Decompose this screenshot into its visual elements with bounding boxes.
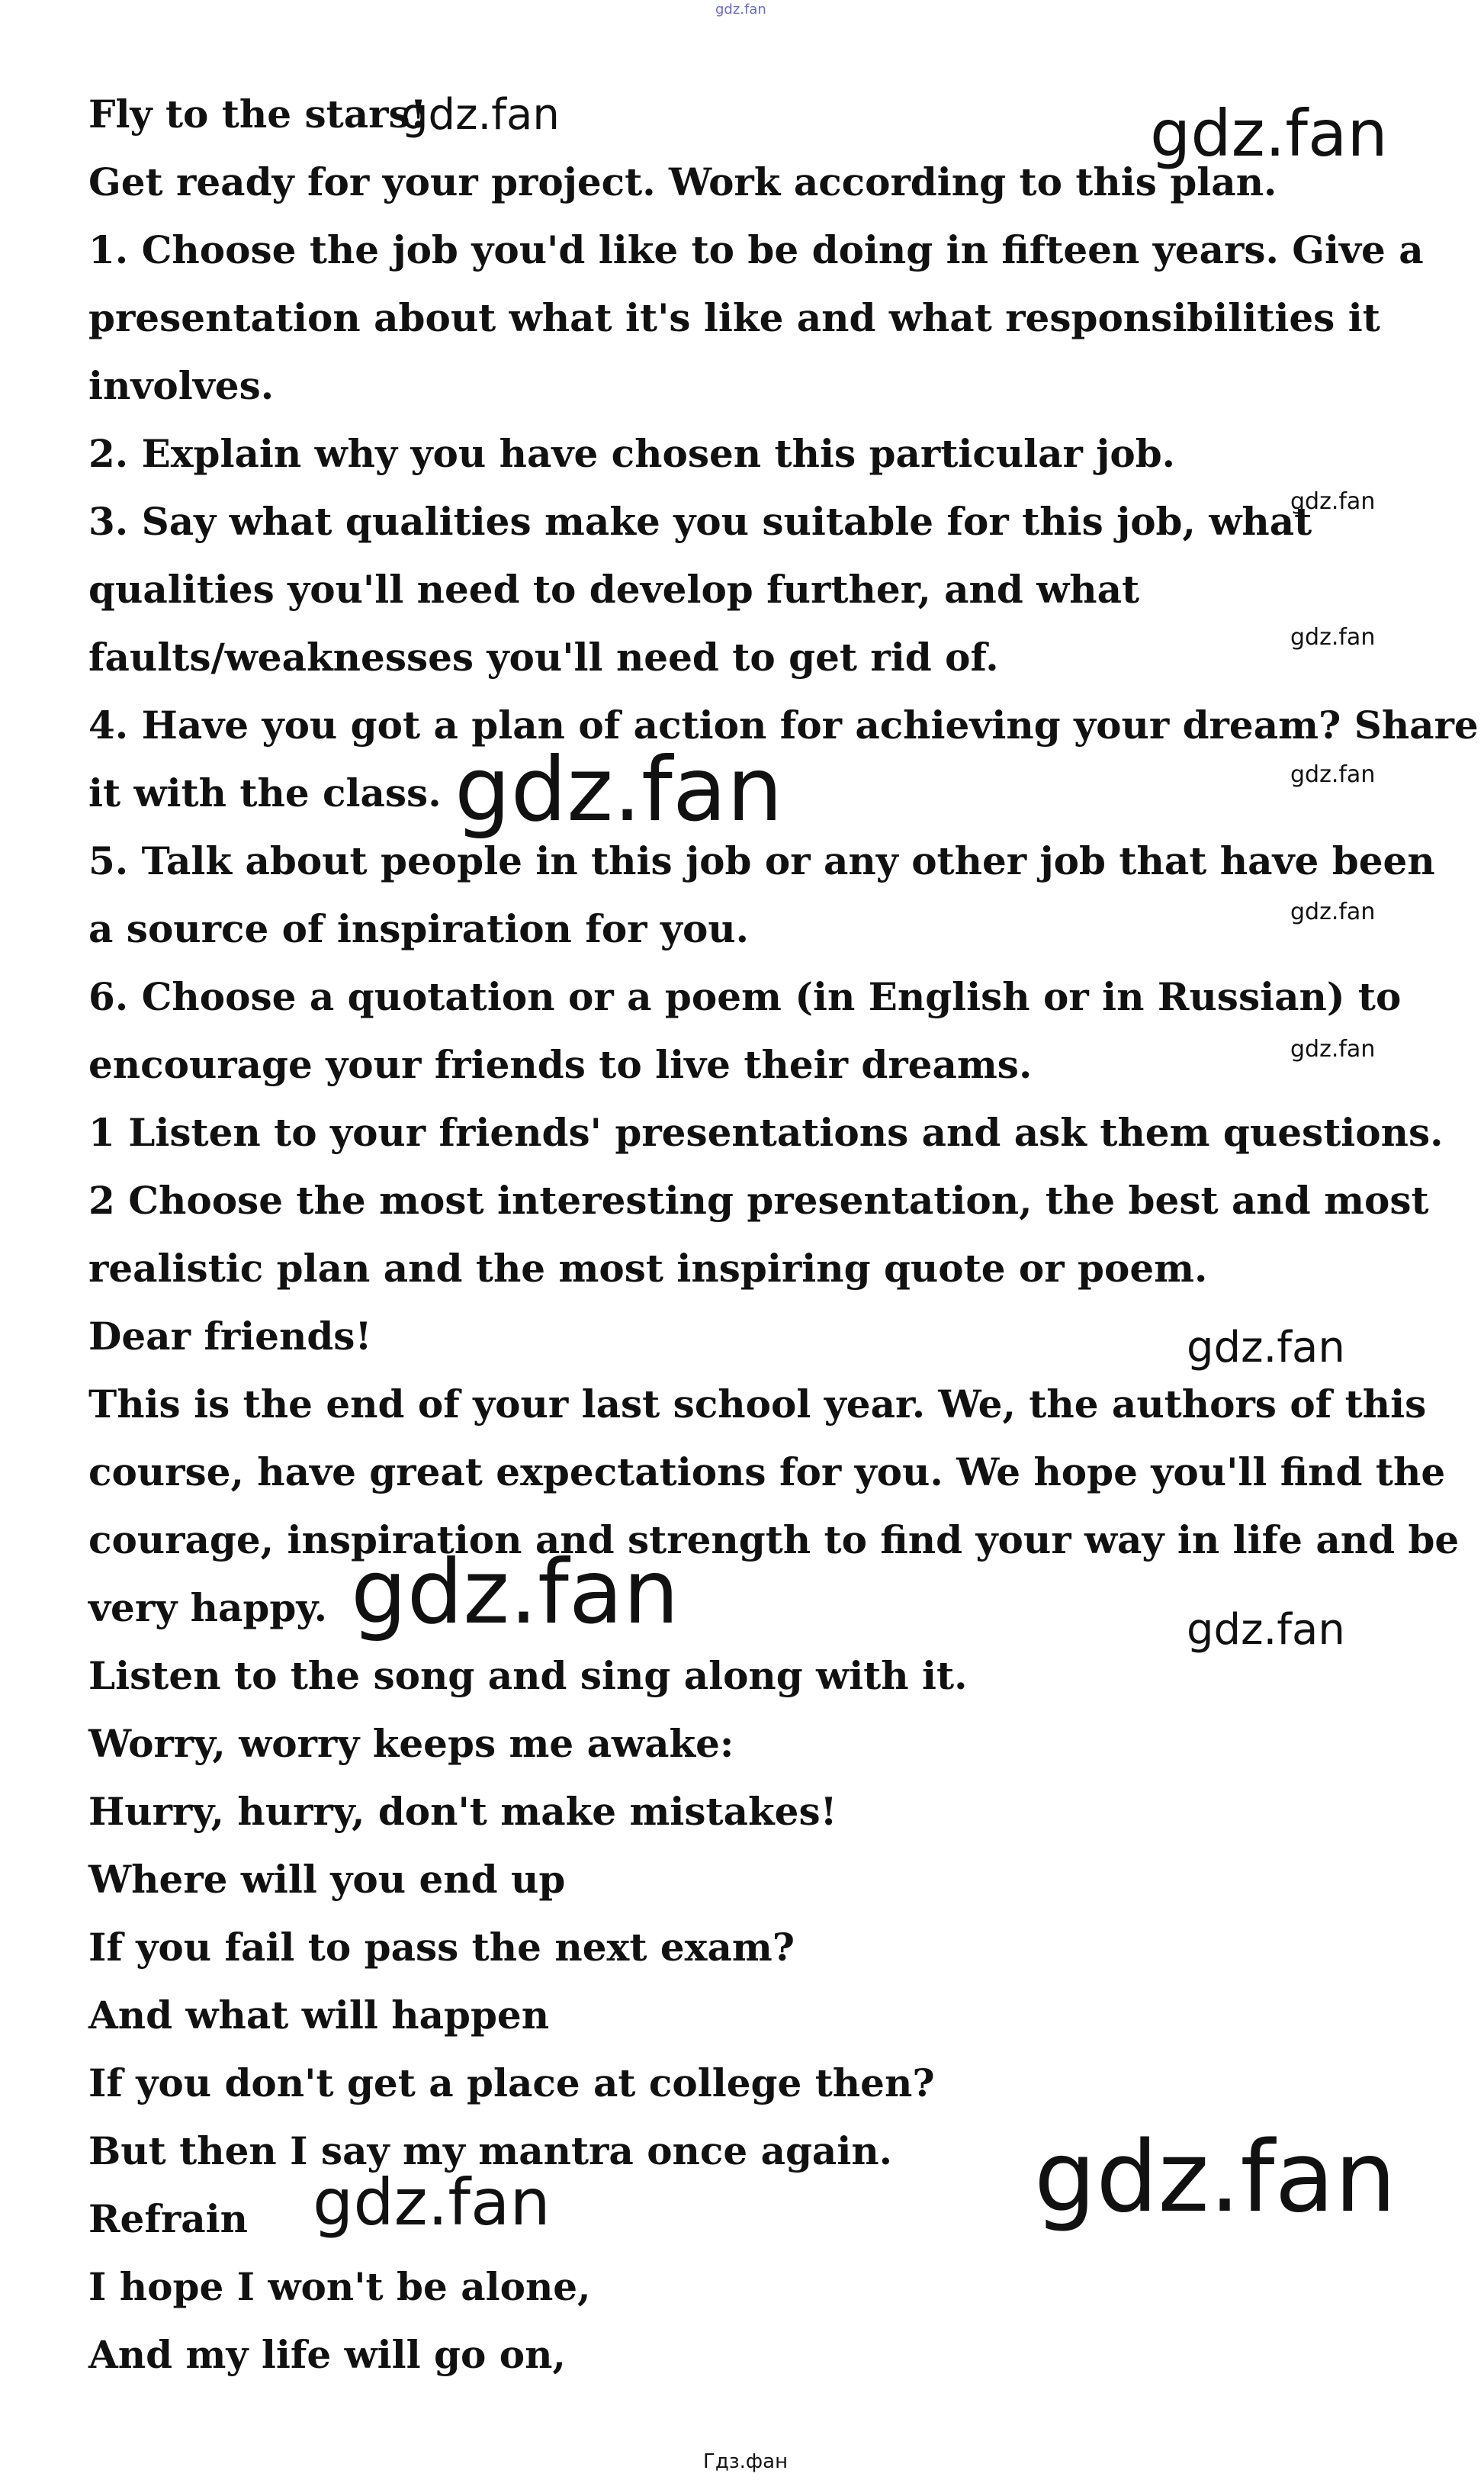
song-line: And my life will go on, [88, 2332, 566, 2377]
text-line: course, have great expectations for you. We hope you'll find the [88, 1449, 1446, 1494]
text-line: faults/weaknesses you'll need to get rid of. [88, 635, 999, 680]
text-line: 4. Have you got a plan of action for achieving your dream? Share [88, 703, 1479, 748]
text-line: a source of inspiration for you. [88, 906, 750, 951]
text-line: Dear friends! [88, 1314, 372, 1359]
watermark: gdz.fan [1187, 1323, 1345, 1372]
text-line: 1 Listen to your friends' presentations and ask them questions. [88, 1110, 1444, 1155]
song-line: But then I say my mantra once again. [88, 2128, 893, 2173]
text-line: This is the end of your last school year. We, the authors of this [88, 1382, 1427, 1427]
song-line: If you fail to pass the next exam? [88, 1925, 795, 1970]
watermark: gdz.fan [401, 90, 560, 140]
text-line: involves. [88, 363, 275, 408]
song-line: If you don't get a place at college then? [88, 2060, 935, 2105]
text-line: courage, inspiration and strength to find your way in life and be [88, 1517, 1460, 1562]
text-line: it with the class. [88, 770, 442, 815]
text-line: Get ready for your project. Work according to this plan. [88, 159, 1277, 204]
song-line: Hurry, hurry, don't make mistakes! [88, 1789, 837, 1834]
text-line: realistic plan and the most inspiring quote or poem. [88, 1246, 1208, 1291]
watermark: gdz.fan [1290, 488, 1376, 515]
watermark: gdz.fan [1290, 899, 1376, 925]
song-line: Worry, worry keeps me awake: [88, 1721, 734, 1766]
watermark: gdz.fan [1290, 624, 1376, 651]
text-line: 3. Say what qualities make you suitable for this job, what [88, 499, 1312, 544]
text-line: encourage your friends to live their dreams. [88, 1042, 1033, 1087]
watermark: gdz.fan [1034, 2121, 1396, 2234]
top-watermark: gdz.fan [715, 2, 766, 18]
text-line: 2. Explain why you have chosen this particular job. [88, 431, 1176, 476]
section-title: Fly to the stars! [88, 92, 427, 137]
song-line: And what will happen [88, 1993, 550, 2038]
text-line: 2 Choose the most interesting presentation, the best and most [88, 1178, 1429, 1223]
watermark: gdz.fan [1187, 1605, 1345, 1655]
watermark: gdz.fan [1290, 761, 1376, 788]
text-line: very happy. [88, 1585, 328, 1630]
song-line: Where will you end up [88, 1857, 566, 1902]
watermark: gdz.fan [1290, 1036, 1376, 1063]
song-line: Refrain [88, 2196, 248, 2241]
text-line: 5. Talk about people in this job or any other job that have been [88, 838, 1435, 883]
text-line: presentation about what it's like and what responsibilities it [88, 295, 1380, 340]
footer-watermark: Гдз.фан [703, 2450, 789, 2473]
text-line: qualities you'll need to develop further, and what [88, 567, 1140, 612]
watermark: gdz.fan [1150, 96, 1388, 171]
text-line: Listen to the song and sing along with it. [88, 1653, 968, 1698]
watermark: gdz.fan [455, 738, 783, 841]
text-line: 1. Choose the job you'd like to be doing in fifteen years. Give a [88, 227, 1424, 272]
song-line: I hope I won't be alone, [88, 2264, 591, 2309]
watermark: gdz.fan [313, 2165, 551, 2240]
text-line: 6. Choose a quotation or a poem (in English or in Russian) to [88, 974, 1402, 1019]
watermark: gdz.fan [351, 1541, 679, 1644]
